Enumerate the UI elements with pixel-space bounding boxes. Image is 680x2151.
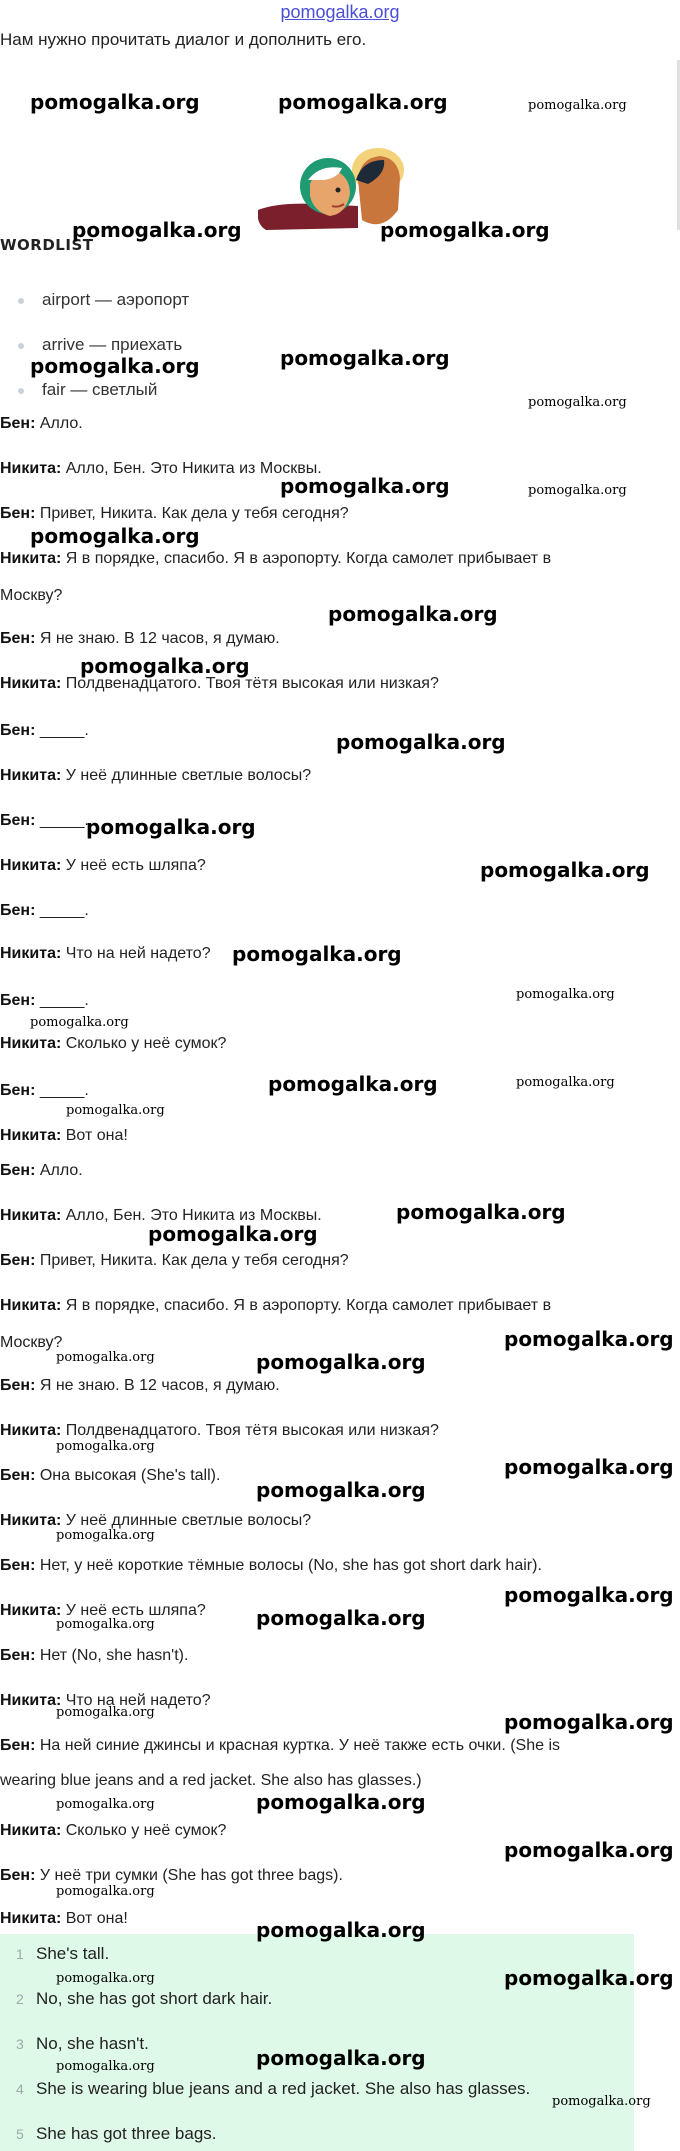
dialog-text: Я не знаю. В 12 часов, я думаю.: [39, 630, 280, 647]
watermark-text: pomogalka.org: [396, 1200, 566, 1224]
speaker-name: Никита:: [0, 675, 66, 692]
speaker-name: Бен:: [0, 812, 40, 829]
watermark-text: pomogalka.org: [56, 1439, 155, 1454]
intro-text: Нам нужно прочитать диалог и дополнить его.: [0, 30, 367, 49]
dialog-text: Алло.: [39, 415, 83, 432]
speaker-name: Никита:: [0, 1822, 66, 1839]
speaker-name: Никита:: [0, 945, 66, 962]
watermark-text: pomogalka.org: [504, 1710, 674, 1734]
wordlist-item: [18, 380, 157, 400]
dialog-text: Я не знаю. В 12 часов, я думаю.: [39, 1377, 280, 1394]
watermark-text: pomogalka.org: [30, 1015, 129, 1030]
watermark-text: pomogalka.org: [56, 1528, 155, 1543]
dialog-text: Алло, Бен. Это Никита из Москвы.: [65, 1207, 322, 1224]
watermark-text: pomogalka.org: [268, 1072, 438, 1096]
watermark-text: pomogalka.org: [552, 2094, 651, 2109]
dialog-text: Алло.: [39, 1162, 83, 1179]
speaker-name: Бен:: [0, 505, 40, 522]
watermark-text: pomogalka.org: [528, 98, 627, 113]
watermark-text: pomogalka.org: [256, 1790, 426, 1814]
wordlist-item-text: arrive — приехать: [42, 335, 183, 354]
speaker-name: Бен:: [0, 630, 40, 647]
answer-item: [16, 2124, 217, 2144]
speaker-name: Никита:: [0, 1512, 66, 1529]
speaker-name: Бен:: [0, 902, 40, 919]
dialog-text: _____.: [39, 812, 89, 829]
dialog-line: [0, 1557, 542, 1575]
dialog-line: [0, 1867, 343, 1885]
speaker-name: Никита:: [0, 460, 66, 477]
dialog-line: [0, 1422, 439, 1440]
speaker-name: Никита:: [0, 1692, 66, 1709]
dialog-text: _____.: [39, 722, 89, 739]
dialog-line: [0, 945, 211, 963]
answer-text: She's tall.: [36, 1944, 110, 1963]
speaker-name: Никита:: [0, 857, 66, 874]
watermark-text: pomogalka.org: [56, 1350, 155, 1365]
watermark-text: pomogalka.org: [256, 1606, 426, 1630]
dialog-line: [0, 415, 83, 433]
watermark-text: pomogalka.org: [256, 2046, 426, 2070]
speaker-name: Никита:: [0, 550, 66, 567]
dialog-text: Вот она!: [65, 1910, 128, 1927]
dialog-text: Привет, Никита. Как дела у тебя сегодня?: [39, 1252, 349, 1269]
speaker-name: Бен:: [0, 1252, 40, 1269]
speaker-name: Никита:: [0, 1910, 66, 1927]
watermark-text: pomogalka.org: [30, 524, 200, 548]
dialog-line: [0, 1127, 128, 1145]
watermark-text: pomogalka.org: [528, 483, 627, 498]
speaker-name: Бен:: [0, 415, 40, 432]
site-link[interactable]: pomogalka.org: [280, 2, 400, 22]
dialog-line: [0, 722, 89, 740]
bullet-icon: [18, 343, 24, 349]
wordlist-item: [18, 290, 189, 310]
speaker-name: Бен:: [0, 1377, 40, 1394]
dialog-line: [0, 1822, 226, 1840]
dialog-line: [0, 902, 89, 920]
dialog-text: У неё есть шляпа?: [65, 1602, 206, 1619]
answer-number: 2: [16, 1991, 24, 2007]
watermark-text: pomogalka.org: [256, 1350, 426, 1374]
watermark-text: pomogalka.org: [336, 730, 506, 754]
dialog-text: _____.: [39, 902, 89, 919]
speaker-name: Бен:: [0, 1162, 40, 1179]
dialog-line: [0, 1035, 226, 1053]
dialog-line: [0, 1512, 311, 1530]
dialog-line: [0, 460, 322, 478]
watermark-text: pomogalka.org: [504, 1966, 674, 1990]
speaker-name: Никита:: [0, 1422, 66, 1439]
dialog-text: Сколько у неё сумок?: [65, 1822, 227, 1839]
watermark-text: pomogalka.org: [256, 1918, 426, 1942]
dialog-text: Она высокая (She's tall).: [39, 1467, 221, 1484]
answer-number: 3: [16, 2036, 24, 2052]
watermark-text: pomogalka.org: [328, 602, 498, 626]
watermark-text: pomogalka.org: [256, 1478, 426, 1502]
answer-number: 1: [16, 1946, 24, 1962]
answer-number: 5: [16, 2126, 24, 2142]
watermark-text: pomogalka.org: [66, 1103, 165, 1118]
watermark-text: pomogalka.org: [280, 474, 450, 498]
dialog-text: Москву?: [0, 587, 63, 604]
dialog-line: [0, 550, 551, 568]
watermark-text: pomogalka.org: [504, 1838, 674, 1862]
answer-item: [16, 1989, 272, 2009]
watermark-text: pomogalka.org: [380, 218, 550, 242]
speaker-name: Бен:: [0, 1082, 40, 1099]
dialog-text: Привет, Никита. Как дела у тебя сегодня?: [39, 505, 349, 522]
speaker-name: Бен:: [0, 1467, 40, 1484]
dialog-text: Полдвенадцатого. Твоя тётя высокая или низкая?: [65, 675, 439, 692]
watermark-text: pomogalka.org: [56, 1797, 155, 1812]
dialog-line: [0, 630, 280, 648]
speaker-name: Никита:: [0, 1297, 66, 1314]
dialog-text: _____.: [39, 1082, 89, 1099]
dialog-line: [0, 992, 89, 1010]
dialog-text: У неё три сумки (She has got three bags).: [39, 1867, 343, 1884]
dialog-line: [0, 1910, 128, 1928]
wordlist-item-text: fair — светлый: [42, 380, 158, 399]
watermark-text: pomogalka.org: [56, 2059, 155, 2074]
dialog-text: wearing blue jeans and a red jacket. She also has glasses.): [0, 1772, 422, 1789]
dialog-line: [0, 812, 89, 830]
answer-item: [16, 1944, 109, 1964]
dialog-text: На ней синие джинсы и красная куртка. У неё также есть очки. (She is: [39, 1737, 561, 1754]
dialog-line: [0, 857, 206, 875]
dialog-text: Полдвенадцатого. Твоя тётя высокая или низкая?: [65, 1422, 439, 1439]
dialog-line: [0, 767, 311, 785]
speaker-name: Никита:: [0, 1207, 66, 1224]
answer-text: No, she hasn't.: [36, 2034, 149, 2053]
dialog-line: [0, 1297, 551, 1315]
watermark-text: pomogalka.org: [528, 395, 627, 410]
watermark-text: pomogalka.org: [504, 1327, 674, 1351]
dialog-text: Что на ней надето?: [65, 945, 211, 962]
speaker-name: Бен:: [0, 992, 40, 1009]
dialog-text: У неё есть шляпа?: [65, 857, 206, 874]
speaker-name: Бен:: [0, 1737, 40, 1754]
dialog-text: У неё длинные светлые волосы?: [65, 1512, 312, 1529]
wordlist-item: [18, 335, 182, 355]
watermark-text: pomogalka.org: [232, 942, 402, 966]
watermark-text: pomogalka.org: [30, 90, 200, 114]
dialog-line: [0, 1334, 62, 1352]
speaker-name: Бен:: [0, 1557, 40, 1574]
watermark-text: pomogalka.org: [30, 354, 200, 378]
watermark-text: pomogalka.org: [516, 987, 615, 1002]
watermark-text: pomogalka.org: [56, 1884, 155, 1899]
speaker-name: Бен:: [0, 1647, 40, 1664]
watermark-text: pomogalka.org: [80, 654, 250, 678]
watermark-text: pomogalka.org: [516, 1075, 615, 1090]
dialog-line: [0, 1162, 83, 1180]
watermark-text: pomogalka.org: [72, 218, 242, 242]
answer-text: She is wearing blue jeans and a red jacket. She also has glasses.: [36, 2079, 531, 2098]
wordlist-title: WORDLIST: [0, 236, 94, 254]
dialog-line: [0, 1467, 220, 1485]
dialog-line: [0, 1082, 89, 1100]
answer-number: 4: [16, 2081, 24, 2097]
dialog-text: Алло, Бен. Это Никита из Москвы.: [65, 460, 322, 477]
dialog-text: Вот она!: [65, 1127, 128, 1144]
watermark-text: pomogalka.org: [504, 1455, 674, 1479]
dialog-text: Что на ней надето?: [65, 1692, 211, 1709]
speaker-name: Никита:: [0, 767, 66, 784]
speaker-name: Никита:: [0, 1602, 66, 1619]
dialog-line: [0, 1772, 422, 1790]
wordlist-item-text: airport — аэропорт: [42, 290, 190, 309]
speaker-name: Никита:: [0, 1035, 66, 1052]
dialog-line: [0, 505, 349, 523]
dialog-text: _____.: [39, 992, 89, 1009]
answer-item: [16, 2079, 530, 2099]
speaker-name: Бен:: [0, 1867, 40, 1884]
dialog-text: Сколько у неё сумок?: [65, 1035, 227, 1052]
speaker-name: Никита:: [0, 1127, 66, 1144]
dialog-text: У неё длинные светлые волосы?: [65, 767, 312, 784]
watermark-text: pomogalka.org: [86, 815, 256, 839]
dialog-text: Нет (No, she hasn't).: [39, 1647, 189, 1664]
answer-text: She has got three bags.: [36, 2124, 217, 2143]
dialog-text: Нет, у неё короткие тёмные волосы (No, she has got short dark hair).: [39, 1557, 542, 1574]
answer-item: [16, 2034, 149, 2054]
watermark-text: pomogalka.org: [280, 346, 450, 370]
watermark-text: pomogalka.org: [278, 90, 448, 114]
watermark-text: pomogalka.org: [504, 1583, 674, 1607]
dialog-line: [0, 1377, 280, 1395]
dialog-line: [0, 1737, 560, 1755]
dialog-line: [0, 1252, 349, 1270]
watermark-text: pomogalka.org: [480, 858, 650, 882]
watermark-text: pomogalka.org: [56, 1971, 155, 1986]
dialog-line: [0, 1647, 188, 1665]
watermark-text: pomogalka.org: [56, 1617, 155, 1632]
bullet-icon: [18, 298, 24, 304]
watermark-text: pomogalka.org: [148, 1222, 318, 1246]
dialog-line: [0, 587, 62, 605]
bullet-icon: [18, 388, 24, 394]
watermark-text: pomogalka.org: [56, 1705, 155, 1720]
dialog-text: Я в порядке, спасибо. Я в аэропорту. Когда самолет прибывает в: [65, 1297, 552, 1314]
dialog-text: Я в порядке, спасибо. Я в аэропорту. Когда самолет прибывает в: [65, 550, 552, 567]
speaker-name: Бен:: [0, 722, 40, 739]
answer-text: No, she has got short dark hair.: [36, 1989, 273, 2008]
dialog-text: Москву?: [0, 1334, 63, 1351]
